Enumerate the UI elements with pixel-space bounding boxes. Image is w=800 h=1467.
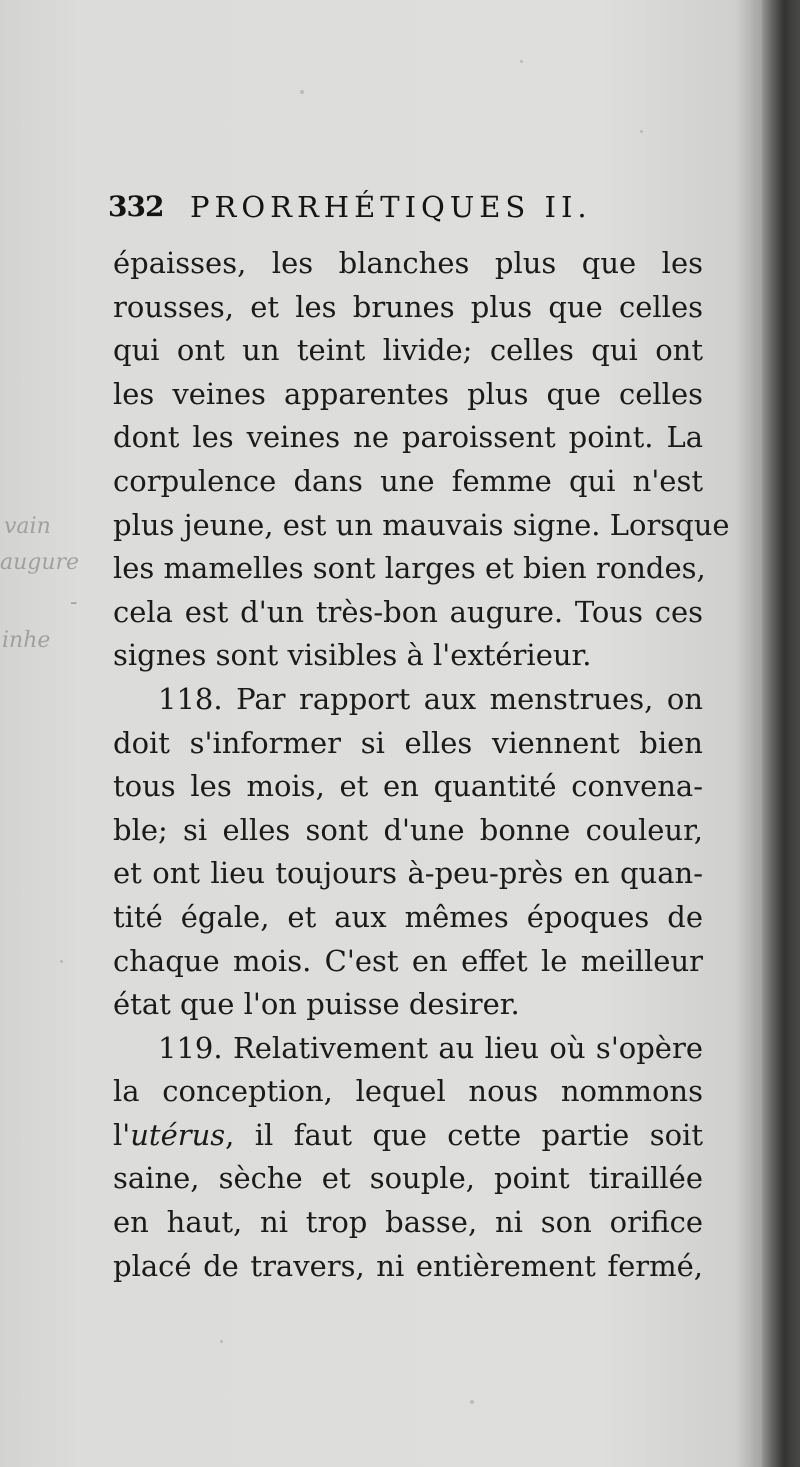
text-line: en haut, ni trop basse, ni son orifice <box>113 1205 703 1240</box>
margin-notes <box>0 510 100 670</box>
text-line: 118. Par rapport aux menstrues, on <box>158 681 703 716</box>
text-line: placé de travers, ni entièrement fermé, <box>113 1248 703 1283</box>
paper-speck <box>60 960 63 963</box>
text-line: les veines apparentes plus que celles <box>113 376 703 411</box>
running-title: PRORRHÉTIQUES II. <box>190 190 592 224</box>
text-fragment: , il faut que cette partie soit <box>225 1117 703 1152</box>
text-line: la conception, lequel nous nommons <box>113 1074 703 1109</box>
page-number: 332 <box>108 190 164 223</box>
text-line: signes sont visibles à l'extérieur. <box>113 638 592 673</box>
paper-speck <box>640 130 643 133</box>
text-line: rousses, et les brunes plus que celles <box>113 289 703 324</box>
binding-shadow <box>762 0 800 1467</box>
margin-note: augure <box>0 550 80 575</box>
paper-speck <box>220 1340 223 1343</box>
margin-note: inhe <box>2 628 51 653</box>
text-line: cela est d'un très-bon augure. Tous ces <box>113 594 703 629</box>
text-line: état que l'on puisse desirer. <box>113 987 520 1022</box>
text-line: tous les mois, et en quantité convena- <box>113 769 703 804</box>
margin-note: vain <box>4 514 51 539</box>
text-line: dont les veines ne paroissent point. La <box>113 420 703 455</box>
text-line: 119. Relativement au lieu où s'opère <box>158 1030 703 1065</box>
text-line: ble; si elles sont d'une bonne couleur, <box>113 812 703 847</box>
text-line: saine, sèche et souple, point tiraillée <box>113 1161 703 1196</box>
running-head <box>108 190 708 230</box>
paper-speck <box>520 60 523 63</box>
text-line: doit s'informer si elles viennent bien <box>113 725 703 760</box>
text-line: et ont lieu toujours à-peu-près en quan- <box>113 856 703 891</box>
text-line: épaisses, les blanches plus que les <box>113 246 703 280</box>
margin-note: - <box>70 590 78 615</box>
paper-speck <box>300 90 304 94</box>
body-text <box>113 242 730 1288</box>
text-line: tité égale, et aux mêmes époques de <box>113 899 703 934</box>
italic-word: utérus <box>130 1117 226 1152</box>
text-line: qui ont un teint livide; celles qui ont <box>113 333 703 368</box>
text-fragment: l' <box>113 1117 131 1152</box>
text-line: corpulence dans une femme qui n'est <box>113 463 703 498</box>
text-line: plus jeune, est un mauvais signe. Lorsque <box>113 507 730 542</box>
text-line: les mamelles sont larges et bien rondes, <box>113 551 706 586</box>
text-line: chaque mois. C'est en effet le meilleur <box>113 943 703 978</box>
paper-speck <box>470 1400 474 1404</box>
text-line <box>113 1114 703 1158</box>
